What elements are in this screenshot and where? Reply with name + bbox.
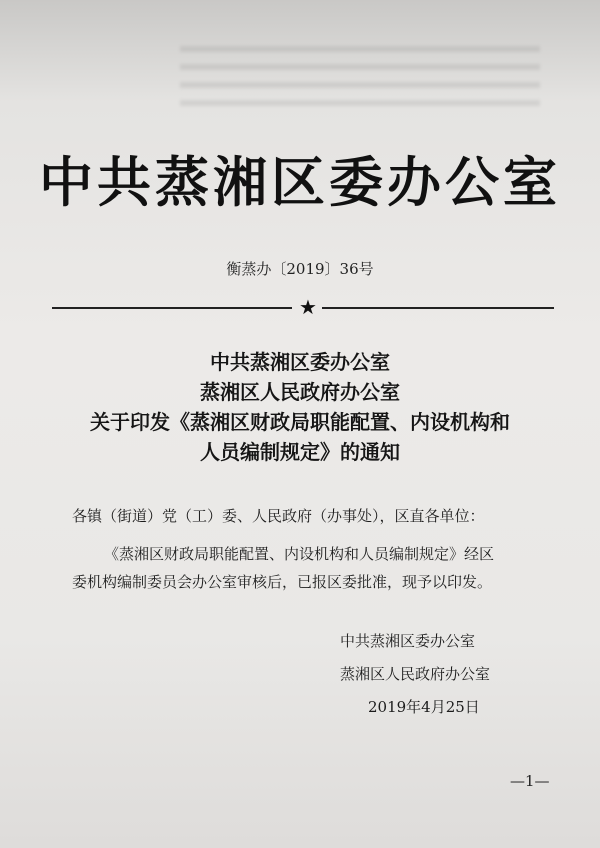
issue-date: 2019年4月25日: [368, 698, 480, 716]
document-header-title: 中共蒸湘区委办公室: [39, 151, 561, 214]
header-divider-right: [322, 307, 554, 309]
body-paragraph-line-1: 《蒸湘区财政局职能配置、内设机构和人员编制规定》经区: [104, 545, 495, 563]
page-number: —1—: [510, 772, 550, 790]
header-divider-left: [52, 307, 292, 309]
show-through-text: [180, 36, 540, 106]
subject-line-3: 关于印发《蒸湘区财政局职能配置、内设机构和: [90, 410, 510, 434]
body-paragraph-line-2: 委机构编制委员会办公室审核后，已报区委批准，现予以印发。: [72, 573, 493, 591]
star-icon: ★: [299, 295, 317, 319]
document-number: 衡蒸办〔2019〕36号: [226, 260, 374, 278]
subject-line-4: 人员编制规定》的通知: [200, 440, 400, 464]
issuer-1: 中共蒸湘区委办公室: [340, 632, 476, 650]
subject-line-1: 中共蒸湘区委办公室: [210, 350, 390, 374]
issuer-2: 蒸湘区人民政府办公室: [340, 665, 491, 683]
subject-line-2: 蒸湘区人民政府办公室: [200, 380, 400, 404]
addressee: 各镇（街道）党（工）委、人民政府（办事处），区直各单位：: [72, 507, 485, 525]
